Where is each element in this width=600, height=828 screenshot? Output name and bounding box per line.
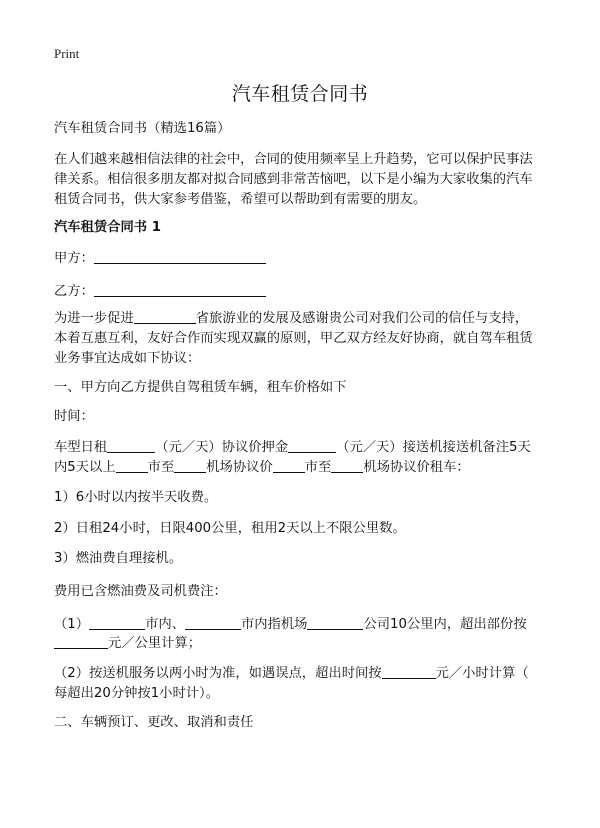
city-blank — [331, 458, 363, 473]
rates-text: 车型日租 — [54, 440, 108, 455]
note-text: 元／小时计算（ — [435, 666, 529, 681]
item-3: 3）燃油费自理接机。 — [54, 551, 183, 566]
company-blank — [307, 615, 363, 630]
city-blank — [185, 615, 241, 630]
rates-text: 市至 — [147, 460, 175, 475]
note-1-line-1 — [54, 615, 527, 635]
time-label: 时间： — [54, 409, 94, 424]
note-text: （2）按送机服务以两小时为准，如遇误点，超出时间按 — [54, 666, 382, 681]
item-2: 2）日租24小时，日限400公里，租用2天以上不限公里数。 — [54, 521, 406, 536]
party-b-label: 乙方： — [54, 284, 94, 299]
note-text: 市内、 — [145, 617, 185, 632]
note-text: 元／公里计算； — [108, 636, 202, 651]
note-2-line-2: 每超出20分钟按1小时计）。 — [54, 686, 219, 701]
document-title: 汽车租赁合同书 — [231, 83, 369, 105]
daily-rent-blank — [107, 438, 155, 453]
paragraph-text: 为进一步促进 — [54, 311, 134, 326]
document-subtitle: 汽车租赁合同书（精选16篇） — [54, 121, 231, 136]
rates-line-2 — [54, 458, 470, 478]
price-per-hour-blank — [382, 664, 436, 679]
rates-line-1 — [54, 438, 531, 458]
paragraph-1-line-1 — [54, 309, 528, 329]
note-text: 公司10公里内，超出部份按 — [363, 617, 527, 632]
rates-text: 内5天以上 — [54, 460, 116, 475]
party-a-label: 甲方： — [54, 251, 94, 266]
rates-text: （元／天）接送机接送机备注5天 — [336, 440, 531, 455]
note-2-line-1 — [54, 664, 529, 684]
clause-1-heading: 一、甲方向乙方提供自驾租赁车辆，租车价格如下 — [54, 380, 347, 395]
city-blank — [89, 615, 145, 630]
rates-text: （元／天）协议价押金 — [155, 440, 289, 455]
section-heading: 汽车租赁合同书 1 — [54, 220, 161, 235]
province-blank — [134, 309, 196, 324]
price-per-km-blank — [54, 634, 108, 649]
rates-text: 市至 — [304, 460, 332, 475]
intro-line-1: 在人们越来越相信法律的社会中，合同的使用频率呈上升趋势，它可以保护民事法 — [54, 152, 533, 167]
rates-text: 机场协议价 — [206, 460, 273, 475]
party-a-line — [54, 249, 266, 269]
fee-note: 费用已含燃油费及司机费注： — [54, 584, 227, 599]
price-blank — [273, 458, 305, 473]
paragraph-1-line-2: 本着互惠互利，友好合作而实现双赢的原则，甲乙双方经友好协商，就自驾车租赁 — [54, 331, 533, 346]
item-1: 1）6小时以内按半天收费。 — [54, 490, 218, 505]
note-text: （1） — [54, 617, 90, 632]
intro-line-3: 租赁合同书，供大家参考借鉴，希望可以帮助到有需要的朋友。 — [54, 192, 427, 207]
party-a-blank — [94, 249, 266, 264]
clause-2-heading: 二、车辆预订、更改、取消和责任 — [54, 715, 254, 730]
paragraph-text: 省旅游业的发展及感谢贵公司对我们公司的信任与支持， — [195, 311, 529, 326]
note-text: 市内指机场 — [240, 617, 308, 632]
rate-blank — [116, 458, 148, 473]
rates-text: 机场协议价租车： — [363, 460, 470, 475]
print-link[interactable]: Print — [54, 46, 80, 61]
intro-line-2: 律关系。相信很多朋友都对拟合同感到非常苦恼吧，以下是小编为大家收集的汽车 — [54, 172, 533, 187]
party-b-blank — [94, 282, 266, 297]
party-b-line — [54, 282, 266, 302]
city-blank — [174, 458, 206, 473]
deposit-blank — [288, 438, 336, 453]
paragraph-1-line-3: 业务事宜达成如下协议： — [54, 351, 201, 366]
note-1-line-2 — [54, 634, 201, 654]
